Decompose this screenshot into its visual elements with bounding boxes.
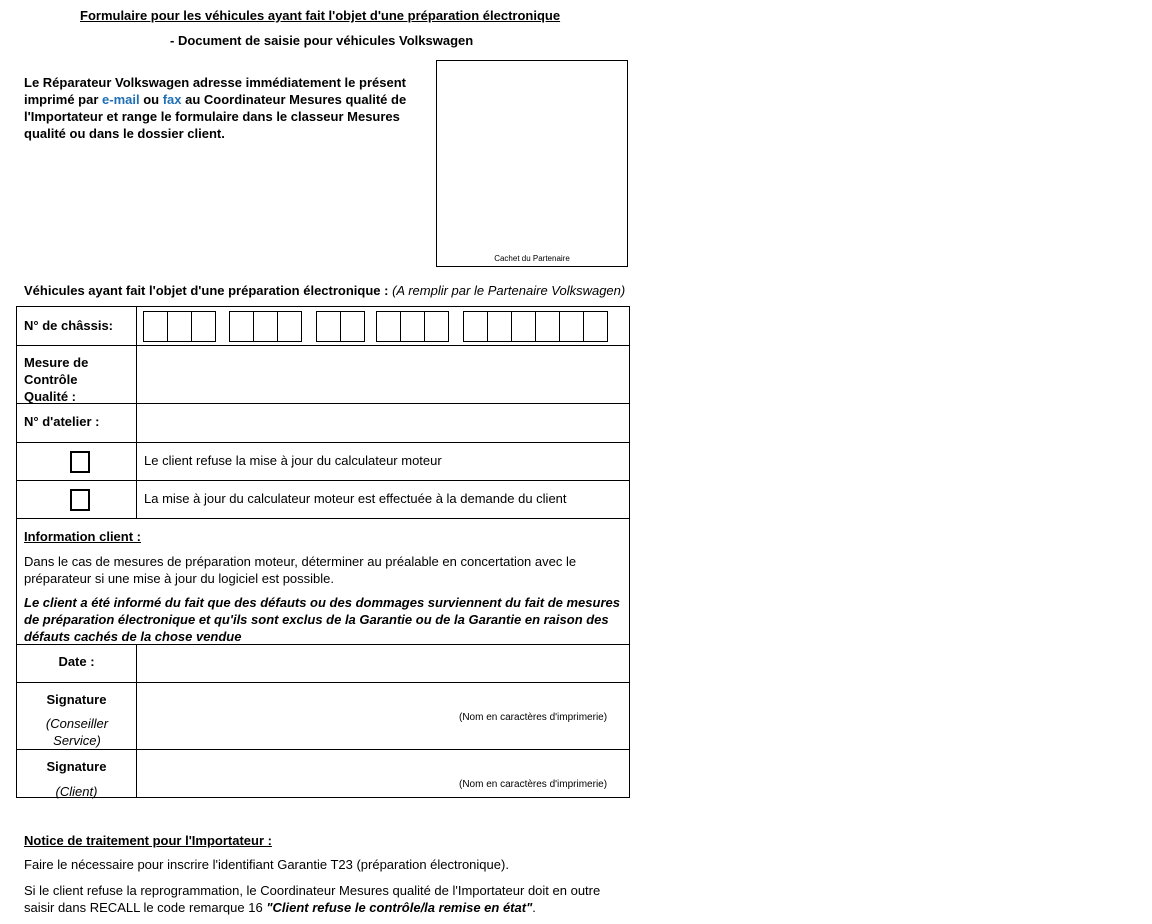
chassis-digit-box[interactable] <box>424 311 449 342</box>
document-subtitle: - Document de saisie pour véhicules Volkswagen <box>170 33 474 48</box>
chassis-digit-box[interactable] <box>583 311 608 342</box>
partner-stamp-box <box>436 60 628 267</box>
intro-text-2: ou <box>139 92 163 107</box>
chassis-digit-box[interactable] <box>463 311 488 342</box>
chassis-digit-box[interactable] <box>376 311 401 342</box>
signature-client-label: Signature <box>46 759 107 774</box>
signature-client-role: (Client) <box>55 784 98 799</box>
chassis-group-5 <box>463 311 607 342</box>
row-divider <box>17 442 629 443</box>
section-heading-text: Véhicules ayant fait l'objet d'une préparation électronique : <box>24 283 393 298</box>
signature-client-field[interactable] <box>138 751 628 797</box>
notice-line-2-text: Si le client refuse la reprogrammation, le Coordinateur Mesures qualité de l'Importateur doit en outre saisir dans RECALL le code remarque 16 <box>24 883 601 915</box>
chassis-digit-box[interactable] <box>143 311 168 342</box>
notice-heading: Notice de traitement pour l'Importateur : <box>24 833 272 848</box>
row-divider <box>17 480 629 481</box>
chassis-group-1 <box>143 311 215 342</box>
update-done-checkbox[interactable] <box>70 489 90 511</box>
chassis-digit-box[interactable] <box>559 311 584 342</box>
update-done-label: La mise à jour du calculateur moteur est effectuée à la demande du client <box>144 491 567 506</box>
row-divider <box>17 682 629 683</box>
fax-link[interactable]: fax <box>162 92 182 107</box>
intro-text-3: au Coordinateur Mesures qualité de l'Importateur et range le formulaire dans le classeur Mesures qualité ou dans le dossier client. <box>24 92 407 141</box>
document-title: Formulaire pour les véhicules ayant fait l'objet d'une préparation électronique <box>80 8 561 23</box>
signature-advisor-role: (Conseiller Service) <box>45 716 109 748</box>
chassis-digit-box[interactable] <box>191 311 216 342</box>
chassis-digit-box[interactable] <box>316 311 341 342</box>
chassis-digit-box[interactable] <box>229 311 254 342</box>
notice-line-2-end: . <box>532 900 536 915</box>
signature-client-hint: (Nom en caractères d'imprimerie) <box>459 779 608 790</box>
chassis-digit-box[interactable] <box>277 311 302 342</box>
chassis-digit-box[interactable] <box>535 311 560 342</box>
date-field[interactable] <box>138 646 628 681</box>
info-text: Dans le cas de mesures de préparation moteur, déterminer au préalable en concertation avec le préparateur si une mise à jour du logiciel est possible. <box>24 554 577 586</box>
measure-field[interactable] <box>138 347 628 402</box>
workshop-field[interactable] <box>138 405 628 441</box>
email-link[interactable]: e-mail <box>102 92 140 107</box>
signature-advisor-label: Signature <box>46 692 107 707</box>
chassis-digit-box[interactable] <box>487 311 512 342</box>
vehicle-form-table <box>16 306 630 798</box>
section-heading-note: (A remplir par le Partenaire Volkswagen) <box>392 283 626 298</box>
workshop-label: N° d'atelier : <box>24 414 100 429</box>
chassis-group-2 <box>229 311 301 342</box>
section-heading <box>24 283 625 298</box>
notice-line-1: Faire le nécessaire pour inscrire l'identifiant Garantie T23 (préparation électronique). <box>24 857 509 872</box>
chassis-digit-box[interactable] <box>400 311 425 342</box>
chassis-digit-box[interactable] <box>167 311 192 342</box>
column-divider <box>136 307 137 518</box>
chassis-digit-box[interactable] <box>340 311 365 342</box>
date-label: Date : <box>58 654 95 669</box>
notice-line-2-code: "Client refuse le contrôle/la remise en état" <box>266 900 533 915</box>
row-divider <box>17 749 629 750</box>
column-divider <box>136 644 137 798</box>
info-warning: Le client a été informé du fait que des défauts ou des dommages surviennent du fait de mesures de préparation électronique et qu'ils sont exclus de la Garantie ou de la Garantie en raison des défauts cachés de la chose vendue <box>24 595 620 644</box>
row-divider <box>17 518 629 519</box>
info-title: Information client : <box>24 529 141 544</box>
signature-advisor-hint: (Nom en caractères d'imprimerie) <box>459 712 608 723</box>
notice-line-2 <box>24 882 604 916</box>
chassis-group-4 <box>376 311 448 342</box>
chassis-group-3 <box>316 311 364 342</box>
refuse-update-checkbox[interactable] <box>70 451 90 473</box>
chassis-digit-box[interactable] <box>511 311 536 342</box>
chassis-label: N° de châssis: <box>24 318 114 333</box>
measure-label: Mesure de Contrôle Qualité : <box>24 355 89 404</box>
stamp-caption: Cachet du Partenaire <box>494 254 570 263</box>
intro-paragraph <box>24 74 424 142</box>
intro-text-1: Le Réparateur Volkswagen adresse immédiatement le présent imprimé par <box>24 75 406 107</box>
row-divider <box>17 345 629 346</box>
refuse-update-label: Le client refuse la mise à jour du calculateur moteur <box>144 453 442 468</box>
chassis-digit-box[interactable] <box>253 311 278 342</box>
